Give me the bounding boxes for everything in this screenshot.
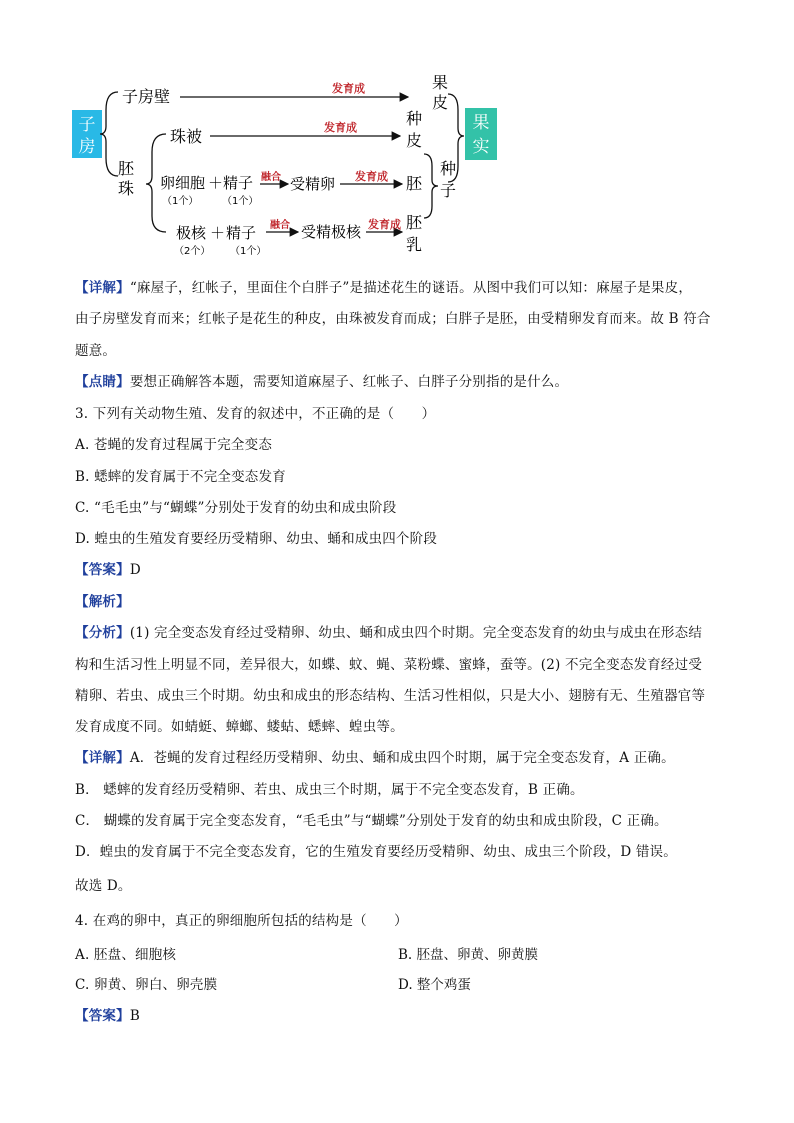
line-text: 3. 下列有关动物生殖、发育的叙述中，不正确的是（ ） <box>75 406 436 422</box>
line-text: (1) 完全变态发育经过受精卵、幼虫、蛹和成虫四个时期。完全变态发育的幼虫与成虫在形态结 <box>129 625 703 641</box>
one-ge-2: （1个） <box>222 196 259 207</box>
line-text: A．苍蝇的发育过程经历受精卵、幼虫、蛹和成虫四个时期，属于完全变态发育，A 正确。 <box>129 750 675 766</box>
zhongzi-brace <box>424 154 438 218</box>
section-bracket: 【答案】 <box>75 1008 130 1024</box>
ronghe-2: 融合 <box>270 220 290 231</box>
line-text: A. 苍蝇的发育过程属于完全变态 <box>75 437 273 453</box>
section-bracket: 【详解】 <box>75 280 130 296</box>
zhongpi-2: 皮 <box>406 131 423 150</box>
fayucheng-1: 发育成 <box>332 82 365 95</box>
section-bracket: 【详解】 <box>75 750 130 766</box>
ronghe-1: 融合 <box>261 172 281 183</box>
section-bracket: 【解析】 <box>75 594 130 610</box>
zifang-label-2: 房 <box>78 137 96 157</box>
text-line <box>75 433 272 453</box>
pei-label: 胚 <box>406 174 423 193</box>
text-line <box>75 339 116 359</box>
shoujingjihe-label: 受精极核 <box>301 223 362 241</box>
jingzi-label-2: 精子 <box>226 224 257 242</box>
text-line <box>75 590 130 610</box>
text-line <box>75 621 702 641</box>
text-line <box>75 973 217 993</box>
line-text: 故选 D。 <box>75 878 132 894</box>
line-text: B. 蟋蟀的发育属于不完全变态发育 <box>75 469 286 485</box>
line-text: C. 卵黄、卵白、卵壳膜 <box>75 977 218 993</box>
left-brace <box>100 92 118 176</box>
fayucheng-2: 发育成 <box>324 121 357 134</box>
jingzi-label-1: 精子 <box>223 174 254 192</box>
zifang-label-1: 子 <box>78 115 96 135</box>
text-line <box>75 307 711 327</box>
line-text: “麻屋子，红帐子，里面住个白胖子”是描述花生的谜语。从图中我们可以知：麻屋子是果皮， <box>129 280 693 296</box>
text-line <box>75 809 668 829</box>
line-text: 题意。 <box>75 343 117 359</box>
line-text: 发育成度不同。如蜻蜓、蟑螂、蝼蛄、蟋蟀、蝗虫等。 <box>75 719 404 735</box>
text-line <box>75 496 396 516</box>
section-bracket: 【点睛】 <box>75 374 130 390</box>
line-text: B． 蟋蟀的发育经历受精卵、若虫、成虫三个时期，属于不完全变态发育，B 正确。 <box>75 782 584 798</box>
text-line <box>75 370 568 390</box>
line-text: A. 胚盘、细胞核 <box>75 947 177 963</box>
text-line <box>75 1004 140 1024</box>
text-line <box>75 909 408 929</box>
fayucheng-4: 发育成 <box>368 218 401 231</box>
text-line <box>75 684 705 704</box>
fruit-formation-diagram <box>70 70 510 270</box>
line-text: D <box>129 562 141 578</box>
zhongzi-1: 种 <box>440 159 457 178</box>
text-line <box>75 465 286 485</box>
zhongzi-2: 子 <box>440 181 457 200</box>
q4-option-d: D. 整个鸡蛋 <box>398 977 471 993</box>
text-line <box>75 527 437 547</box>
text-line <box>75 874 132 894</box>
fayucheng-3: 发育成 <box>355 170 388 183</box>
line-text: D．蝗虫的发育属于不完全变态发育，它的生殖发育要经历受精卵、幼虫、成虫三个阶段，D 错误。 <box>75 844 677 860</box>
text-line <box>75 715 404 735</box>
line-text: 4. 在鸡的卵中，真正的卵细胞所包括的结构是（ ） <box>75 913 408 929</box>
section-bracket: 【分析】 <box>75 625 130 641</box>
text-line <box>75 840 677 860</box>
jihe-label: 极核 <box>176 224 207 242</box>
text-line <box>75 276 692 296</box>
text-line <box>75 746 675 766</box>
peizhu-2: 珠 <box>118 179 135 198</box>
zhubei-label: 珠被 <box>170 127 203 146</box>
luanxibao-label: 卵细胞 <box>160 174 206 192</box>
line-text: 精卵、若虫、成虫三个时期。幼虫和成虫的形态结构、生活习性相似，只是大小、翅膀有无、生殖器官等 <box>75 688 706 704</box>
line-text: 要想正确解答本题，需要知道麻屋子、红帐子、白胖子分别指的是什么。 <box>129 374 569 390</box>
guoshi-label-1: 果 <box>472 113 490 133</box>
section-bracket: 【答案】 <box>75 562 130 578</box>
shoujingluan-label: 受精卵 <box>290 175 336 193</box>
plus-1: ＋ <box>208 174 224 192</box>
two-ge: （2个） <box>174 246 211 257</box>
peizhu-1: 胚 <box>118 159 135 178</box>
text-line <box>75 558 141 578</box>
line-text: C. “毛毛虫”与“蝴蝶”分别处于发育的幼虫和成虫阶段 <box>75 500 397 516</box>
one-ge-1: （1个） <box>162 196 199 207</box>
zifangbi-label: 子房壁 <box>122 87 171 106</box>
text-line <box>75 943 176 963</box>
line-text: D. 蝗虫的生殖发育要经历受精卵、幼虫、蛹和成虫四个阶段 <box>75 531 438 547</box>
zhongpi-1: 种 <box>406 109 423 128</box>
plus-2: ＋ <box>210 224 226 242</box>
text-line <box>75 402 435 422</box>
peiru-1: 胚 <box>406 213 423 232</box>
one-ge-3: （1个） <box>230 246 267 257</box>
q4-option-b: B. 胚盘、卵黄、卵黄膜 <box>398 947 539 963</box>
line-text: 由子房壁发育而来；红帐子是花生的种皮，由珠被发育而成；白胖子是胚，由受精卵发育而来。故 B 符合 <box>75 311 711 327</box>
text-line <box>75 653 702 673</box>
line-text: C． 蝴蝶的发育属于完全变态发育，“毛毛虫”与“蝴蝶”分别处于发育的幼虫和成虫阶段，C 正确。 <box>75 813 668 829</box>
guopi-1: 果 <box>432 73 449 92</box>
line-text: 构和生活习性上明显不同，差异很大，如蝶、蚊、蝇、菜粉蝶、蜜蜂，蚕等。(2) 不完全变态发育经过受 <box>75 657 703 673</box>
guoshi-label-2: 实 <box>472 137 490 157</box>
guopi-2: 皮 <box>432 93 449 112</box>
text-line <box>75 778 584 798</box>
line-text: B <box>129 1008 140 1024</box>
peiru-2: 乳 <box>406 235 423 254</box>
